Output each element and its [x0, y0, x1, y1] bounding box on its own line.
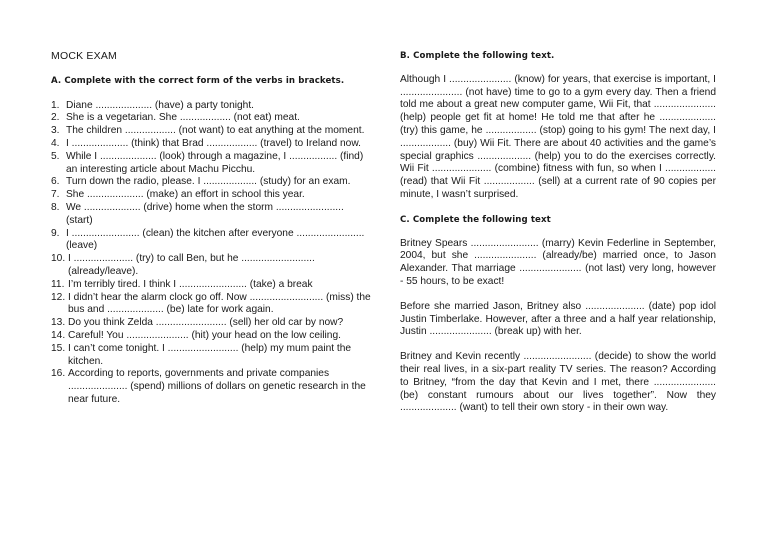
section-c-paragraph: Before she married Jason, Britney also ..................... (date) pop idol Justin Timberlake. However, after a three and a half year relationship, Justin ...................... (break up) with her. [400, 300, 716, 338]
exercise-item: 14. Careful! You ...................... (hit) your head on the low ceiling. [51, 329, 341, 341]
exercise-item: 4. I .................... (think) that Brad .................. (travel) to Ireland now. [51, 137, 361, 149]
exercise-item: 5. While I .................... (look) through a magazine, I ................. (find) an interesting article about Machu Picchu. [51, 150, 364, 175]
exercise-item: 3. The children .................. (not want) to eat anything at the moment. [51, 125, 365, 137]
section-b-paragraph: Although I ...................... (know) for years, that exercise is important, I ...................... (not have) time to go to a gym every day. Then a friend told me about a great new computer game, Wii Fit, that ...................... (help) people get fit at home! He told me that after he .................... (try) this game, he .................. (stop) going to his gym! The next day, I .................. (buy) Wii Fit. There are about 40 activities and the game’s special graphics ................... (help) you to do the exercises correctly. Wii Fit ..................... (combine) fitness with fun, so when I .................. (read) that Wii Fit .................. (sell) at a current rate of 90 copies per minute, I wasn’t surprised. [400, 73, 716, 200]
exercise-item: 8. We .................... (drive) home when the storm ........................ (start) [51, 201, 344, 226]
exercise-item: 11. I’m terribly tired. I think I ........................ (take) a break [51, 278, 313, 290]
exercise-item: 6. Turn down the radio, please. I ................... (study) for an exam. [51, 176, 351, 188]
section-a-list [51, 100, 371, 407]
exercise-item: 10. I ..................... (try) to call Ben, but he .......................... (already/leave). [51, 253, 315, 277]
exercise-item: 16. According to reports, governments and private companies ..................... (spend) millions of dollars on genetic research in the near future. [51, 368, 366, 405]
exercise-item: 1. Diane .................... (have) a party tonight. [51, 99, 254, 111]
section-b-heading: B. Complete the following text. [400, 51, 555, 61]
exercise-item: 15. I can’t come tonight. I ......................... (help) my mum paint the kitchen. [51, 342, 352, 367]
exercise-item: 12. I didn’t hear the alarm clock go off. Now .......................... (miss) the bus and .................... (be) late for work again. [51, 291, 371, 316]
exercise-item: 13. Do you think Zelda ......................... (sell) her old car by now? [51, 317, 344, 329]
section-c-paragraph: Britney Spears ........................ (marry) Kevin Federline in September, 2004, but she ...................... (already/be) married once, to Jason Alexander. That marriage ...................... (not last) very long, however - 55 hours, to be exact! [400, 237, 716, 287]
exercise-item: 7. She .................... (make) an effort in school this year. [51, 189, 305, 201]
exam-title: MOCK EXAM [51, 50, 117, 62]
section-c-paragraph: Britney and Kevin recently ........................ (decide) to show the world their real lives, in a six-part reality TV series. The reason? According to Britney, “from the day that Kevin and I met, there ...................... (be) constant rumours about our lives together”. Now they .................... (want) to tell their own story - in their own way. [400, 351, 716, 414]
exercise-item: 2. She is a vegetarian. She .................. (not eat) meat. [51, 112, 300, 124]
section-a-heading: A. Complete with the correct form of the verbs in brackets. [51, 75, 345, 86]
section-c-heading: C. Complete the following text [400, 214, 551, 225]
left-column [51, 50, 371, 407]
exercise-item: 9. I ........................ (clean) the kitchen after everyone ........................ (leave) [51, 227, 365, 252]
right-column [400, 50, 716, 415]
